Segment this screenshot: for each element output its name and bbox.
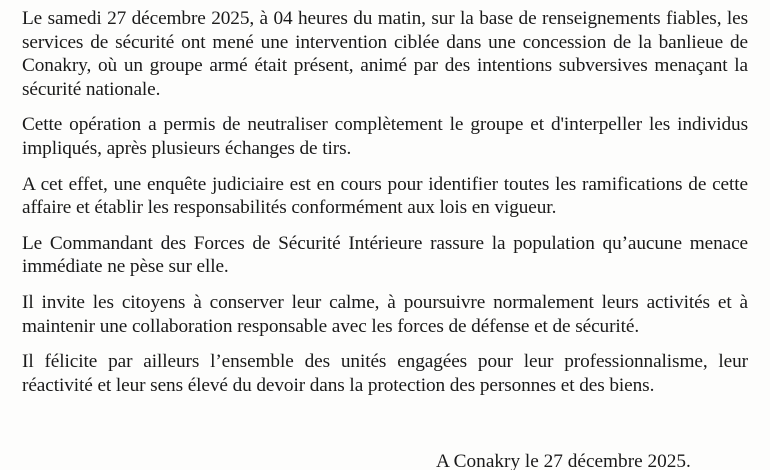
- paragraph-neutralisation: Cette opération a permis de neutraliser complètement le groupe et d'interpeller les individus impliqués, après plusieurs échanges de tirs.: [22, 114, 748, 159]
- paragraph-invitation: Il invite les citoyens à conserver leur calme, à poursuivre normalement leurs activités et à maintenir une collaboration responsable avec les forces de défense et de sécurité.: [22, 291, 748, 337]
- place-date-signature: A Conakry le 27 décembre 2025.: [436, 451, 691, 470]
- paragraph-enquete: A cet effet, une enquête judiciaire est en cours pour identifier toutes les ramifications de cette affaire et établir les responsabilités conformément aux lois en vigueur.: [22, 173, 748, 219]
- document-body: [22, 0, 748, 409]
- paragraph-reassurance: Le Commandant des Forces de Sécurité Intérieure rassure la population qu’aucune menace immédiate ne pèse sur elle.: [22, 232, 748, 278]
- paragraph-operation: Le samedi 27 décembre 2025, à 04 heures du matin, sur la base de renseignements fiables, les services de sécurité ont mené une intervention ciblée dans une concession de la banlieue de Conakry, où un groupe armé était présent, animé par des intentions subversives menaçant la sécurité nationale.: [22, 8, 748, 100]
- paragraph-felicitations: Il félicite par ailleurs l’ensemble des unités engagées pour leur professionnalisme, leur réactivité et leur sens élevé du devoir dans la protection des personnes et des biens.: [22, 351, 748, 396]
